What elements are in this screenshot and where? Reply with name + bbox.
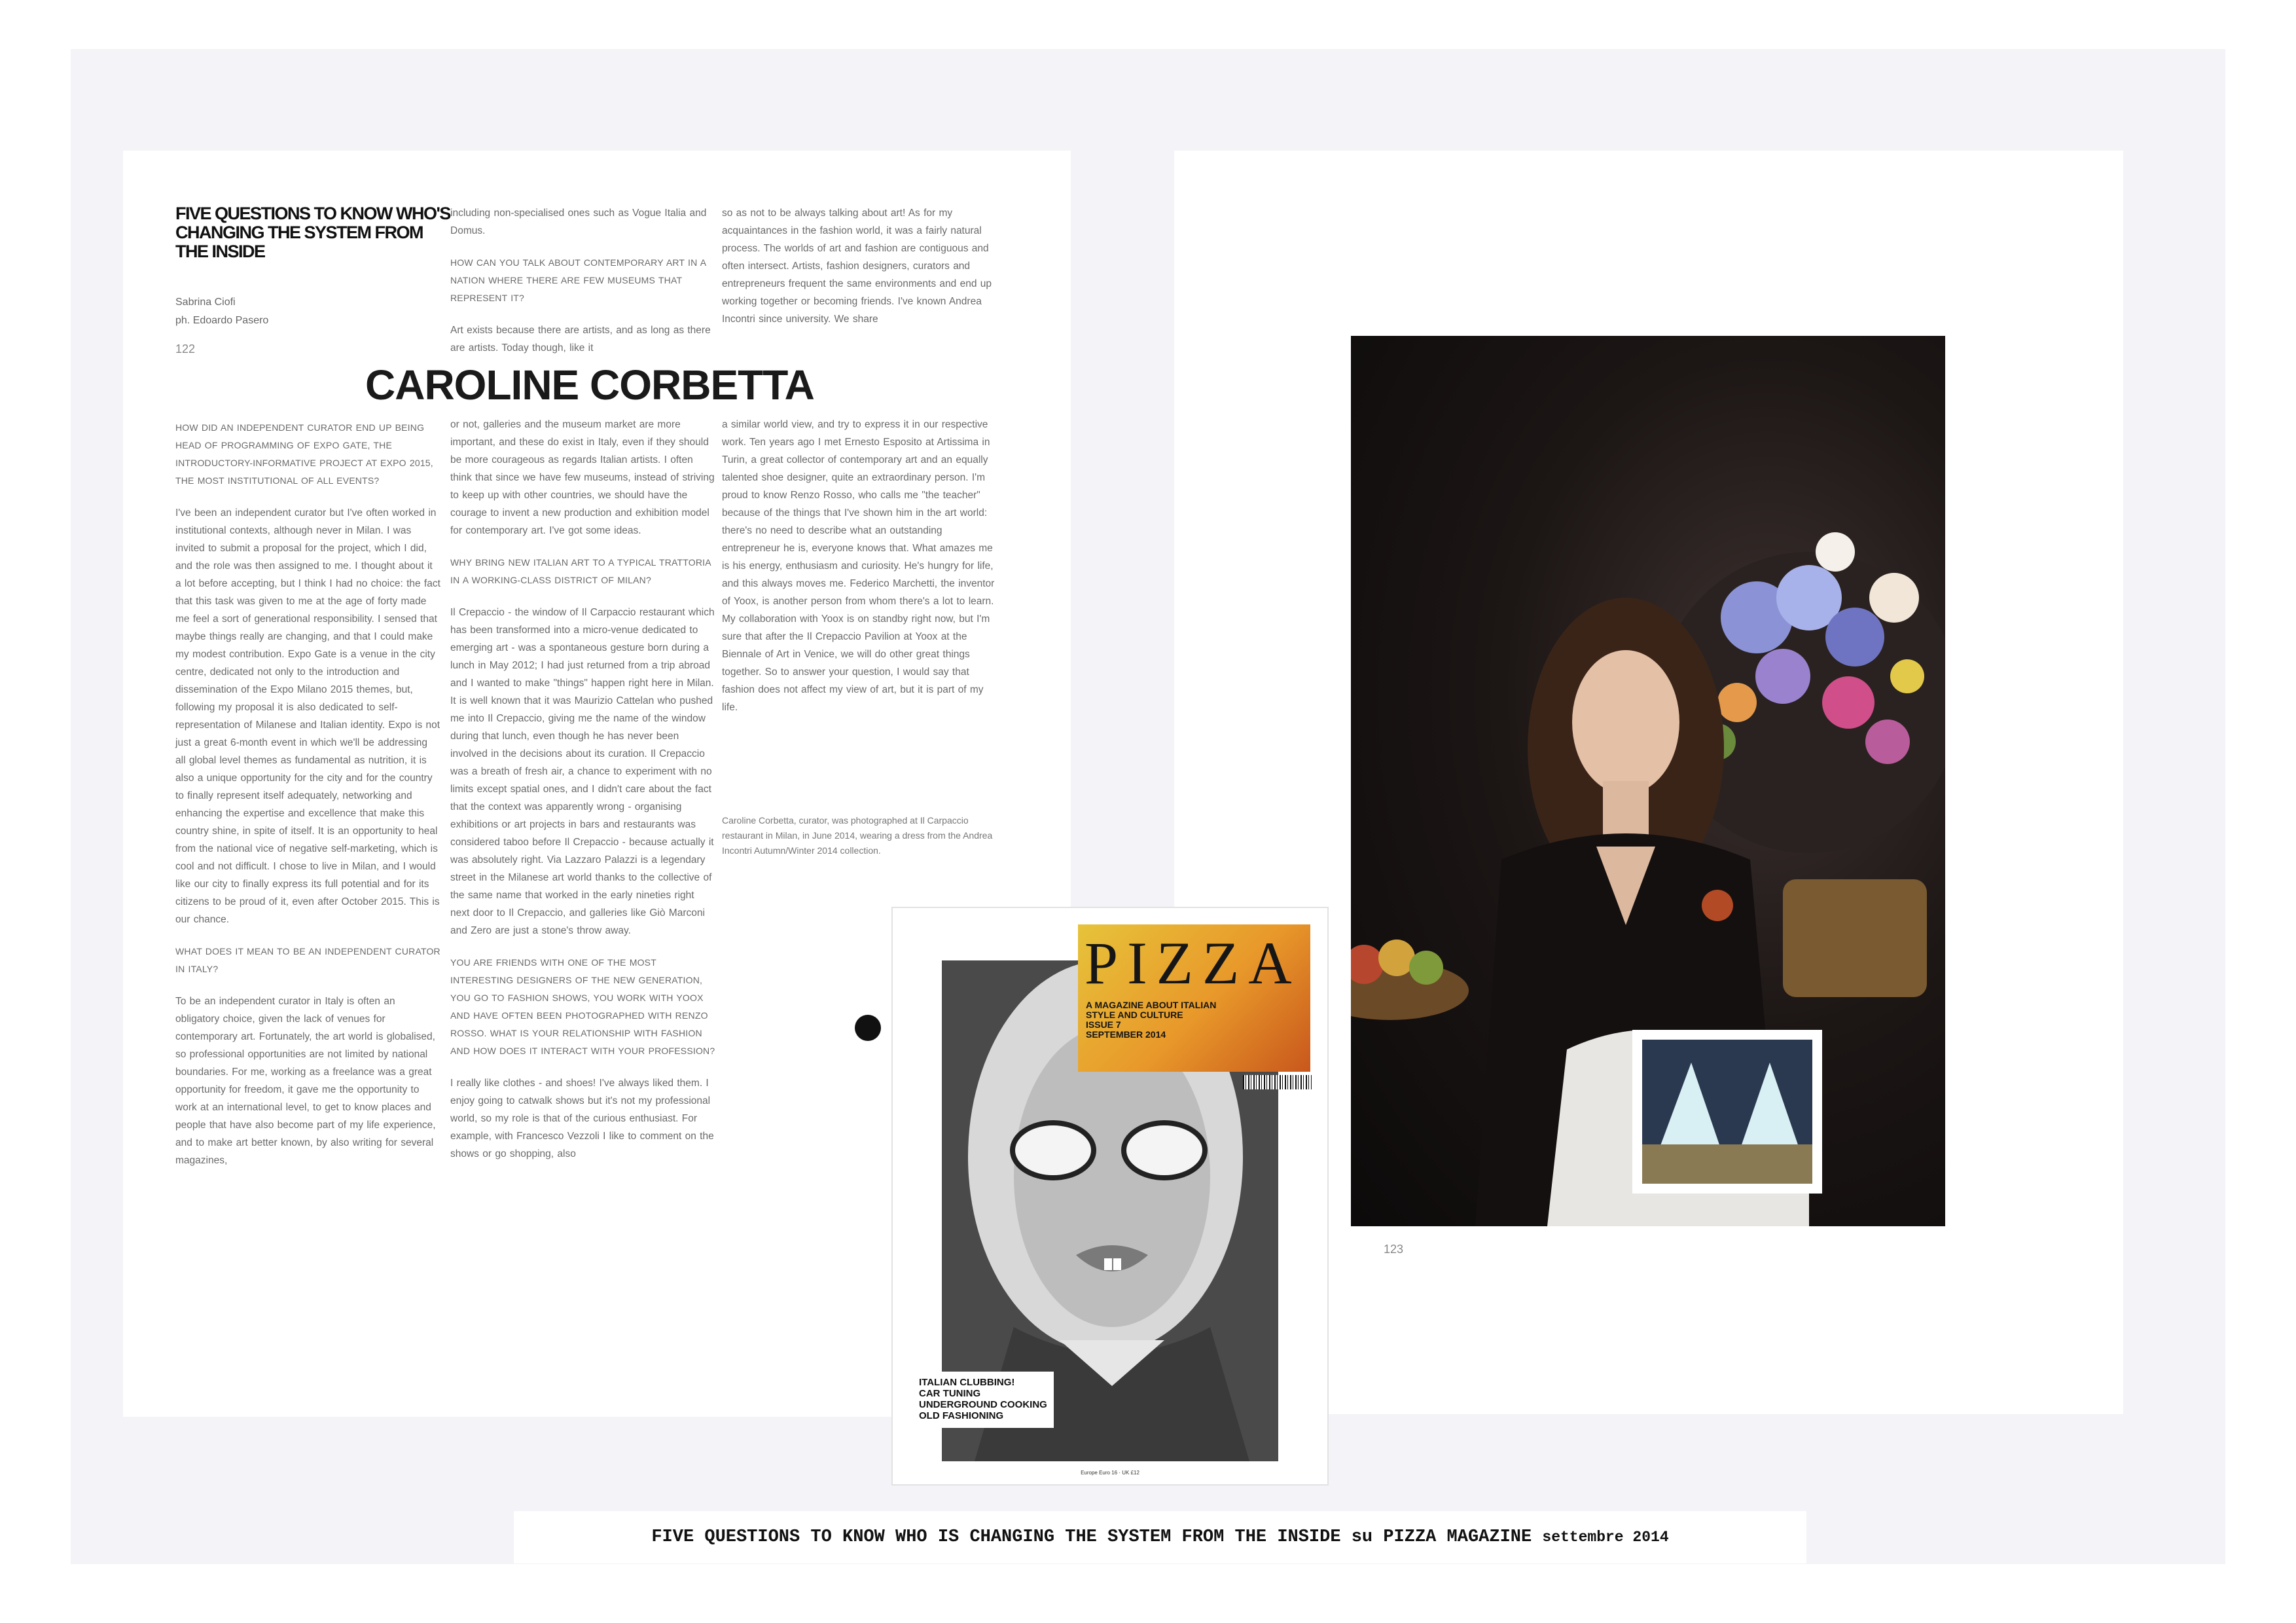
caption-date: settembre 2014 — [1542, 1529, 1669, 1546]
article-column-1 — [175, 419, 440, 1184]
article-headline: FIVE QUESTIONS TO KNOW WHO'S CHANGING THE SYSTEM FROM THE INSIDE — [175, 204, 450, 261]
page-number-left: 122 — [175, 342, 196, 356]
cover-line: OLD FASHIONING — [919, 1410, 1004, 1421]
magazine-cover — [891, 907, 1329, 1486]
barcode — [1243, 1075, 1312, 1089]
interviewee-name-title: CAROLINE CORBETTA — [365, 361, 814, 409]
cover-lines — [912, 1372, 1054, 1428]
paragraph: a similar world view, and try to express it in our respective work. Ten years ago I met Ernesto Esposito at Artissima in Turin, a great collector of contemporary art and an equally talented shoe designer, quite an extraordinary person. I'm proud to know Renzo Rosso, who calls me "the teacher" because of the things that I've shown him in the art world: there's no need to describe what an outstanding entrepreneur he is, everyone knows that. What amazes me is his energy, enthusiasm and curiosity. He's hungry for life, and this always moves me. Federico Marchetti, the inventor of Yoox, is another person from whom there's a lot to learn. My collaboration with Yoox is on standby right now, but I'm sure that after the Il Crepaccio Pavilion at Yoox at the Biennale of Art in Venice, we will do other great things together. So to answer your question, I would say that fashion does not affect my view of art, but it is part of my life. — [722, 419, 995, 713]
article-column-3-top — [722, 204, 997, 342]
interview-question: HOW DID AN INDEPENDENT CURATOR END UP BEING HEAD OF PROGRAMMING OF EXPO GATE, THE INTRODUCTORY-INFORMATIVE PROJECT AT EXPO 2015, THE MOST INSTITUTIONAL OF ALL EVENTS? — [175, 422, 433, 486]
cover-line: CAR TUNING — [919, 1388, 981, 1399]
tagline-line: STYLE AND CULTURE — [1086, 1010, 1183, 1020]
paragraph: or not, galleries and the museum market are more important, and these do exist in Italy, even if they should be more courageous as regards Italian artists. I often think that since we have few museums, instead of striving to keep up with other countries, we should have the courage to invent a new production and exhibition model for contemporary art. I've got some ideas. — [450, 419, 715, 536]
photo-caption: Caroline Corbetta, curator, was photographed at Il Carpaccio restaurant in Milan, in June 2014, wearing a dress from the Andrea Incontri Autumn/Winter 2014 collection. — [722, 815, 993, 856]
magazine-tagline — [1086, 1000, 1216, 1040]
magazine-masthead — [1078, 924, 1310, 1072]
page-number-right: 123 — [1384, 1243, 1404, 1256]
paragraph: so as not to be always talking about art! As for my acquaintances in the fashion world, it was a fairly natural process. The worlds of art and fashion are contiguous and often intersect. Artists, fashion designers, curators and entrepreneurs frequent the same environments and end up working together or becoming friends. I've known Andrea Incontri since university. We share — [722, 208, 992, 325]
wicker-basket — [1783, 879, 1927, 997]
cover-line: UNDERGROUND COOKING — [919, 1399, 1047, 1410]
caption-main: FIVE QUESTIONS TO KNOW WHO IS CHANGING THE SYSTEM FROM THE INSIDE su PIZZA MAGAZINE — [651, 1527, 1532, 1547]
fruit-bowl — [1351, 939, 1469, 1020]
paragraph: Il Crepaccio - the window of Il Carpaccio restaurant which has been transformed into a micro-venue dedicated to emerging art - was a spontaneous gesture born during a lunch in May 2012; I had just returned from a trip abroad and I wanted to make "things" happen right here in Milan. It is well known that it was Maurizio Cattelan who pushed me into Il Crepaccio, giving me the name of the window during that lunch, even though he has never been involved in the decisions about its curation. Il Crepaccio was a breath of fresh air, a chance to experiment with no limits except spatial ones, and I didn't care about the fact that the context was apparently wrong - organising exhibitions or art projects in bars and restaurants was considered taboo before Il Crepaccio - because actually it was absolutely right. Via Lazzaro Palazzi is a legendary street in the Milanese art world thanks to the collective of the same name that worked in the early nineties right next door to Il Crepaccio, and galleries like Giò Marconi and Zero are just a stone's throw away. — [450, 607, 715, 936]
portrait-illustration — [1351, 336, 1945, 1226]
paragraph: including non-specialised ones such as Vogue Italia and Domus. — [450, 208, 707, 236]
article-column-3 — [722, 416, 997, 731]
presentation-caption — [514, 1511, 1806, 1563]
paragraph: To be an independent curator in Italy is often an obligatory choice, given the lack of venues for contemporary art. Fortunately, the art world is globalised, so professional opportunities are not limited by national boundaries. For me, working as a freelance was a great opportunity for freedom, it gave me the opportunity to work at an international level, to get to know places and people that have also become part of my life experience, and to make art better known, by also writing for several magazines, — [175, 996, 436, 1166]
article-byline — [175, 293, 372, 330]
interview-question: WHAT DOES IT MEAN TO BE AN INDEPENDENT CURATOR IN ITALY? — [175, 946, 440, 974]
end-mark-dot — [855, 1015, 881, 1041]
interview-question: WHY BRING NEW ITALIAN ART TO A TYPICAL TRATTORIA IN A WORKING-CLASS DISTRICT OF MILAN? — [450, 557, 711, 585]
paragraph: Art exists because there are artists, and as long as there are artists. Today though, like it — [450, 325, 711, 354]
tagline-line: SEPTEMBER 2014 — [1086, 1029, 1166, 1040]
portrait-photo — [1351, 336, 1945, 1226]
held-photograph — [1632, 1030, 1822, 1194]
interview-question: YOU ARE FRIENDS WITH ONE OF THE MOST INTERESTING DESIGNERS OF THE NEW GENERATION, YOU GO TO FASHION SHOWS, YOU WORK WITH YOOX AND HAVE OFTEN BEEN PHOTOGRAPHED WITH RENZO ROSSO. WHAT IS YOUR RELATIONSHIP WITH FASHION AND HOW DOES IT INTERACT WITH YOUR PROFESSION? — [450, 957, 715, 1056]
article-column-2-top — [450, 204, 715, 371]
tagline-line: A MAGAZINE ABOUT ITALIAN — [1086, 1000, 1217, 1010]
photographer-credit: ph. Edoardo Pasero — [175, 315, 269, 326]
cover-line: ITALIAN CLUBBING! — [919, 1377, 1015, 1388]
cover-price: Europe Euro 16 · UK £12 — [1081, 1470, 1139, 1476]
author-name: Sabrina Ciofi — [175, 297, 236, 308]
paragraph: I've been an independent curator but I've often worked in institutional contexts, although never in Milan. I was invited to submit a proposal for the project, which I did, and the role was then assigned to me. I thought about it a lot before accepting, but I think I had no choice: the fact that this task was given to me at the age of forty made me feel a sort of generational responsibility. I sensed that maybe things really are changing, and that I could make my modest contribution. Expo Gate is a venue in the city centre, dedicated not only to the introduction and dissemination of the Expo Milano 2015 themes, but, following my proposal it is also dedicated to self-representation of Milanese and Italian identity. Expo is not just a great 6-month event in which we'll be addressing all global level themes as fundamental as nutrition, it is also a unique opportunity for the city and for the country to finally represent itself adequately, networking and enhancing the expertise and excellence that make this country shine, in spite of itself. It is an opportunity to heal from the national vice of negative self-marketing, which is cool and not difficult. I chose to live in Milan, and I would like our city to finally express its full potential and for its citizens to be proud of it, even after October 2015. This is our chance. — [175, 507, 440, 925]
article-column-2 — [450, 416, 715, 1177]
interview-question: HOW CAN YOU TALK ABOUT CONTEMPORARY ART IN A NATION WHERE THERE ARE FEW MUSEUMS THAT REPRESENT IT? — [450, 257, 706, 303]
paragraph: I really like clothes - and shoes! I've always liked them. I enjoy going to catwalk shows but it's not my professional world, so my role is that of the curious enthusiast. For example, with Francesco Vezzoli I like to comment on the shows or go shopping, also — [450, 1078, 714, 1159]
magazine-title: PIZZA — [1085, 930, 1301, 996]
tagline-line: ISSUE 7 — [1086, 1019, 1121, 1030]
